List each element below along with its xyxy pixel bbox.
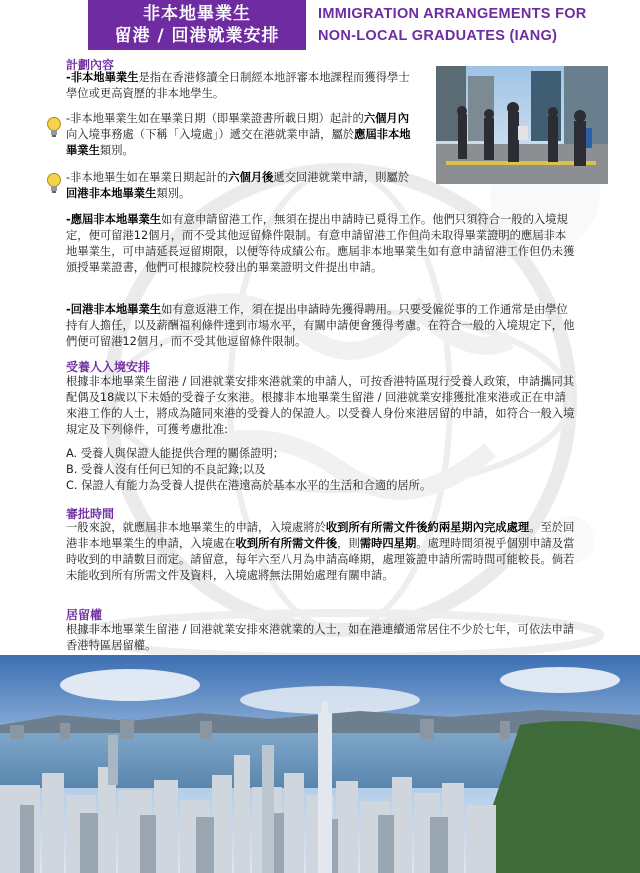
plan-paragraph-returning-graduates xyxy=(66,170,416,202)
dependants-paragraph: 根據非本地畢業生留港 / 回港就業安排來港就業的申請人，可按香港特區現行受養人政策，申請攜同其配偶及18歲以下未婚的受養子女來港。根據非本地畢業生留港 / 回港就業安排獲批准來港或正在申請來港工作的人士，將成為隨同來港的受養人的保證人。以受養人身份來港居留的申請，如符合一般入境規定及下列條件，可獲考慮批准: xyxy=(66,375,575,436)
plan-p4-text: 如有意申請留港工作，無須在提出申請時已覓得工作。他們只須符合一般的入境規定，便可留港12個月，而不受其他逗留條件限制。有意申請留港工作但尚未取得畢業證明的應屆非本地畢業生，可申請延長逗留期限，以便等待成績公布。應屆非本地畢業生如有意申請留港工作但仍未獲頒授畢業證書，他們可根據院校發出的畢業證明文件提出申請。 xyxy=(66,213,575,274)
english-title-line2: NON-LOCAL GRADUATES (IANG) xyxy=(318,28,558,44)
plan-p2-text-c: 類別。 xyxy=(99,144,134,157)
processing-paragraph xyxy=(66,520,576,584)
processing-bold-2: 收到所有所需文件後 xyxy=(235,537,338,550)
processing-text-1: 一般來說，就應屆非本地畢業生的申請，入境處將於 xyxy=(66,521,326,534)
hong-kong-skyline-photo xyxy=(0,655,640,873)
plan-p4-bold: -應屆非本地畢業生 xyxy=(66,213,162,226)
processing-text-3: ，則 xyxy=(337,537,360,550)
plan-p3-text-a: -非本地畢生如在畢業日期起計的 xyxy=(66,171,229,184)
plan-p3-text-b: 遞交回港就業申請，則屬於 xyxy=(273,171,410,184)
dependants-condition-c: C. 保證人有能力為受養人提供在港遠高於基本水平的生活和合適的居所。 xyxy=(66,479,432,492)
processing-text-2: 。至於回港非本地畢業生的申請，入境處在 xyxy=(66,521,575,550)
plan-p2-bold: 六個月內 xyxy=(363,112,410,125)
processing-section-title: 審批時間 xyxy=(66,507,115,521)
chinese-title-line1: 非本地畢業生 xyxy=(143,4,251,24)
plan-p5-bold: -回港非本地畢業生 xyxy=(66,303,162,316)
plan-p5-text: 如有意返港工作，須在提出申請時先獲得聘用。只要受僱從事的工作通常是由學位持有人擔任，以及薪酬福利條件達到市場水平，有關申請便會獲得考慮。在符合一般的入境規定下，他們便可留港12個月，而不受其他逗留條件限制。 xyxy=(66,303,575,348)
plan-p1-bold: -非本地畢業生 xyxy=(66,71,139,84)
chinese-title-line2: 留港 / 回港就業安排 xyxy=(114,26,280,46)
plan-paragraph-current-graduates xyxy=(66,111,416,159)
dependants-condition-b: B. 受養人沒有任何已知的不良記錄;以及 xyxy=(66,463,266,476)
residence-paragraph: 根據非本地畢業生留港 / 回港就業安排來港就業的人士，如在港連續通常居住不少於七年，可依法申請香港特區居留權。 xyxy=(66,623,575,652)
english-title-line1: IMMIGRATION ARRANGEMENTS FOR xyxy=(318,6,587,22)
chinese-title-box xyxy=(88,0,306,50)
english-title xyxy=(318,3,638,47)
plan-paragraph-current-details xyxy=(66,212,576,276)
processing-bold-1: 收到所有所需文件後約兩星期內完成處理 xyxy=(325,521,530,534)
dependants-section-title: 受養人入境安排 xyxy=(66,360,151,374)
processing-text-4: 。處理時間須視乎個別申請及當時收到的申請數目而定。請留意，每年六至八月為申請高峰期，處理簽證申請所需時間可能較長。倘若未能收到所有所需文件及資料，入境處將無法開始處理有關申請。 xyxy=(66,537,575,582)
lightbulb-icon xyxy=(44,172,64,196)
plan-section-title: 計劃內容 xyxy=(66,58,115,72)
dependants-condition-a: A. 受養人與保證人能提供合理的關係證明； xyxy=(66,447,285,460)
processing-bold-3: 需時四星期 xyxy=(359,537,417,550)
lightbulb-icon xyxy=(44,116,64,140)
plan-p3-bold2: 回港非本地畢業生 xyxy=(66,187,157,200)
plan-p3-bold: 六個月後 xyxy=(228,171,274,184)
residence-section-title: 居留權 xyxy=(66,608,103,622)
header-banner xyxy=(0,0,640,50)
plan-p2-bold2: 應屆非本地畢業生 xyxy=(66,128,411,157)
plan-p1-text: 是指在香港修讀全日制經本地評審本地課程而獲得學士學位或更高資歷的非本地學生。 xyxy=(66,71,410,100)
plan-p2-text-a: -非本地畢業生如在畢業日期（即畢業證書所載日期）起計的 xyxy=(66,112,364,125)
plan-paragraph-definition xyxy=(66,70,416,102)
plan-paragraph-returning-details xyxy=(66,302,576,350)
street-crowd-photo xyxy=(436,66,608,184)
plan-p2-text-b: 向入境事務處（下稱「入境處」）遞交在港就業申請，屬於 xyxy=(66,128,355,141)
plan-p3-text-c: 類別。 xyxy=(156,187,191,200)
